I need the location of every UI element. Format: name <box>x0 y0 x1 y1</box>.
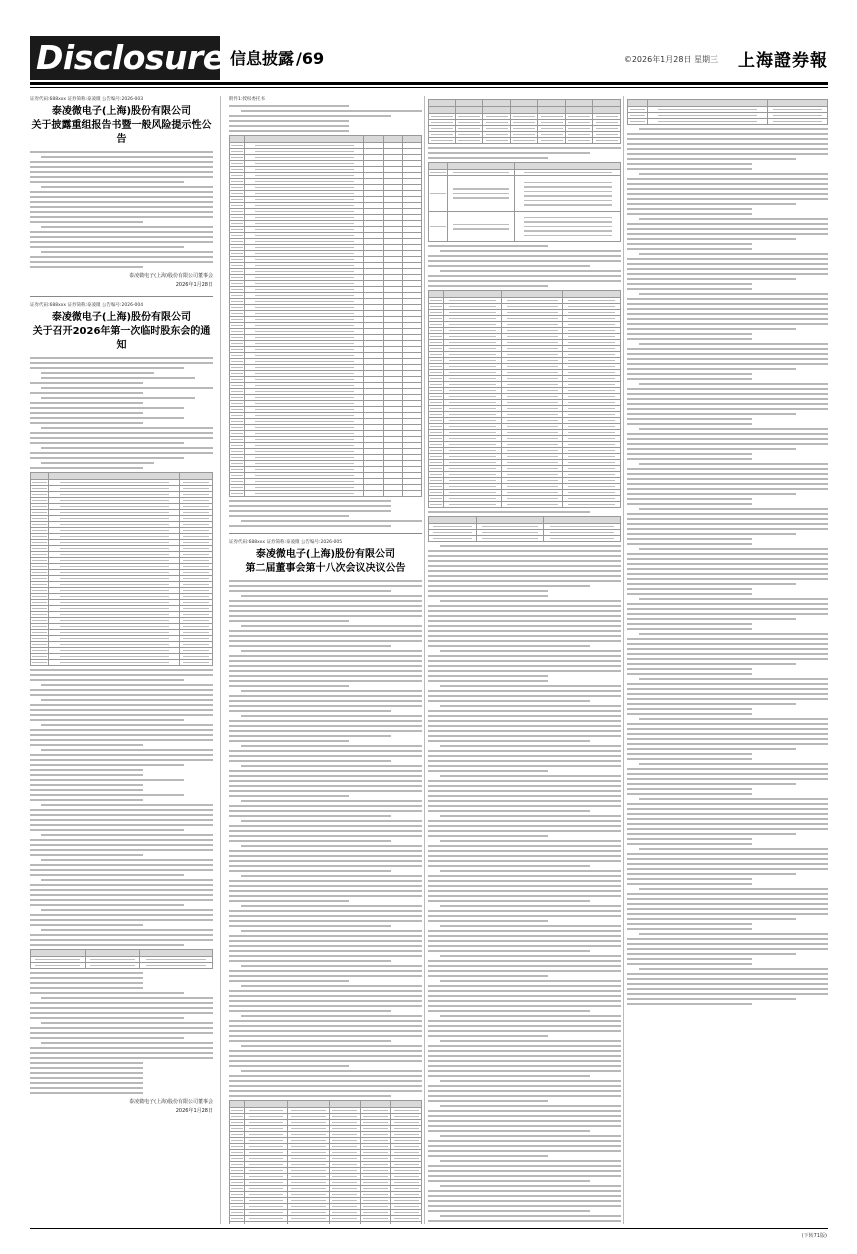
issue-date: ©2026年1月28日 星期三 <box>623 55 718 64</box>
masthead <box>30 36 828 80</box>
notice-shareholder-meeting <box>30 302 213 1114</box>
column-1 <box>30 96 213 1224</box>
notice-body <box>30 357 213 469</box>
disclosure-logo: Disclosure <box>30 36 220 80</box>
continued-table <box>627 99 828 125</box>
terms-table <box>428 162 621 242</box>
notice-separator <box>30 296 213 297</box>
column-4 <box>627 96 828 1224</box>
body-text <box>428 511 621 513</box>
notice-date: 2026年1月28日 <box>175 1108 213 1114</box>
attachment-label: 附件1:授权委托书 <box>229 97 265 102</box>
notice-separator <box>229 533 422 534</box>
notice-meta: 证券代码:688xxx 证券简称:泰凌微 公告编号:2026-005 <box>229 540 343 545</box>
column-3 <box>428 96 621 1224</box>
attendance-table <box>30 949 213 969</box>
page-number: /69 <box>296 49 325 68</box>
notice-meta: 证券代码:688xxx 证券简称:泰凌微 公告编号:2026-003 <box>30 97 144 102</box>
column-2 <box>229 96 422 1224</box>
notice-date: 2026年1月28日 <box>175 282 213 288</box>
masthead-rule <box>30 82 828 85</box>
notice-company: 泰凌微电子(上海)股份有限公司 <box>51 312 192 323</box>
notice-company: 泰凌微电子(上海)股份有限公司 <box>51 106 192 117</box>
issuance-table <box>229 1100 422 1224</box>
proxy-vote-table <box>229 135 422 497</box>
column-divider <box>424 96 425 1224</box>
notice-body-cont <box>30 669 213 946</box>
column-divider <box>623 96 624 1224</box>
proxy-signature-block <box>229 500 422 527</box>
footer-rule <box>30 1228 828 1229</box>
notice-title: 第二届董事会第十八次会议决议公告 <box>245 563 406 574</box>
notice-major-restructuring <box>30 96 213 288</box>
notice-signature: 泰凌微电子(上海)股份有限公司董事会 <box>129 1099 213 1105</box>
subscriber-table <box>428 290 621 508</box>
notice-title: 关于召开2026年第一次临时股东会的通知 <box>32 326 211 351</box>
body-text <box>428 147 621 159</box>
section-name: 信息披露 <box>230 49 295 68</box>
proposal-table <box>30 472 213 666</box>
notice-meta: 证券代码:688xxx 证券简称:泰凌微 公告编号:2026-004 <box>30 303 144 308</box>
body-text <box>627 128 828 1005</box>
notice-body-end <box>30 972 213 1094</box>
body-text <box>428 545 621 1224</box>
notice-title: 关于披露重组报告书暨一般风险提示性公告 <box>31 120 212 145</box>
notice-signature: 泰凌微电子(上海)股份有限公司董事会 <box>129 273 213 279</box>
summary-table <box>428 516 621 542</box>
notice-body <box>30 151 213 268</box>
continued-note: (下转71版) <box>801 1233 827 1239</box>
pricing-table <box>428 99 621 144</box>
notice-company: 泰凌微电子(上海)股份有限公司 <box>255 549 396 560</box>
notice-board-resolution <box>229 539 422 1224</box>
masthead-rule-thin <box>30 87 828 88</box>
column-divider <box>220 96 221 1224</box>
newspaper-name: 上海證券報 <box>738 51 828 71</box>
body-text <box>428 245 621 287</box>
proxy-form-intro <box>229 105 422 132</box>
notice-body <box>229 580 422 1097</box>
section-title <box>230 46 324 69</box>
